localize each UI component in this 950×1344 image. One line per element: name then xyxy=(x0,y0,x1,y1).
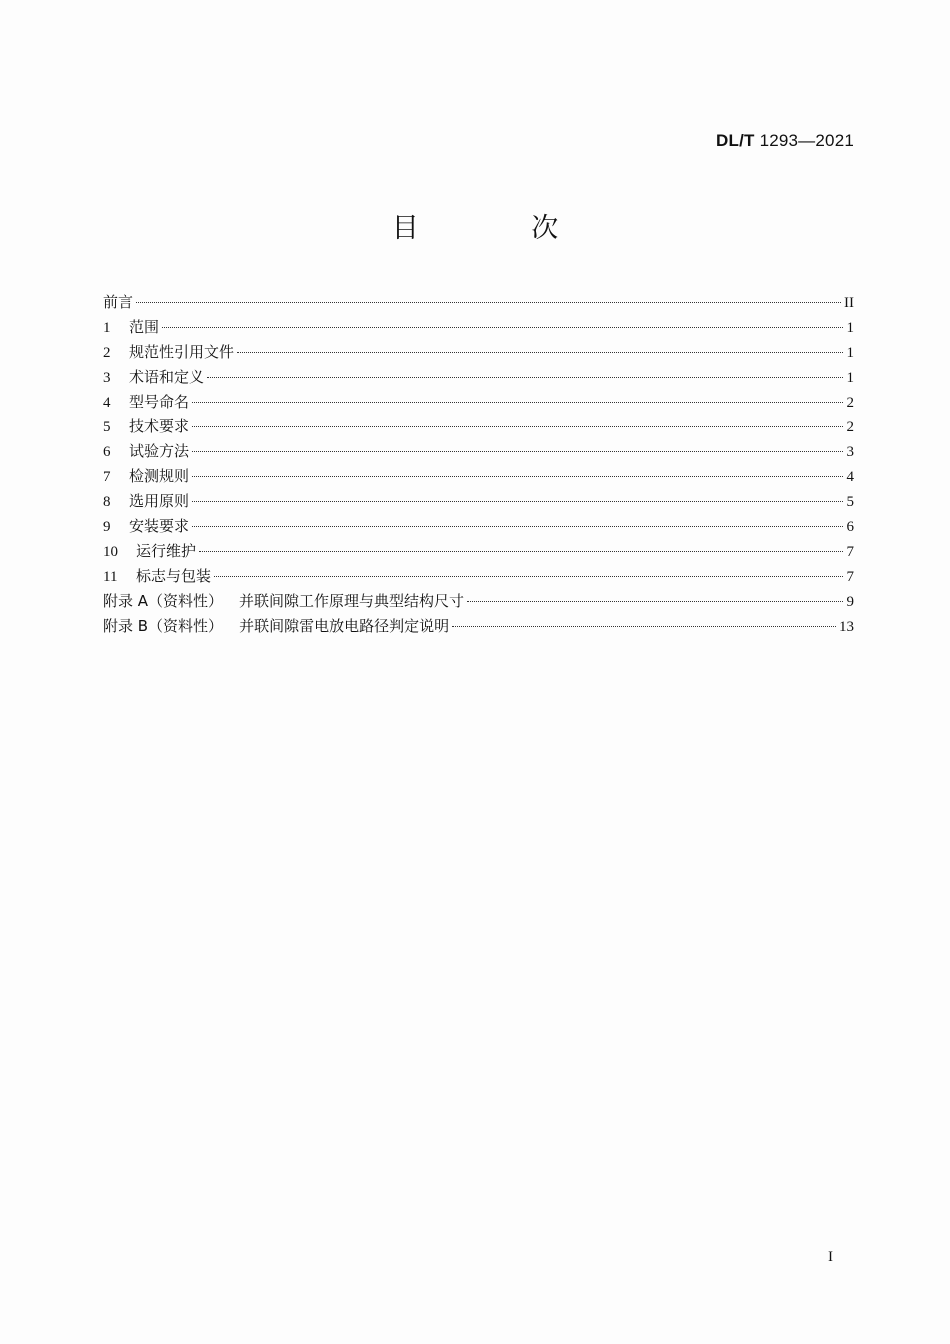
toc-entry-6[interactable] xyxy=(103,439,854,464)
toc-label: 技术要求 xyxy=(129,417,190,436)
toc-label: 试验方法 xyxy=(129,442,190,461)
toc-entry-4[interactable] xyxy=(103,390,854,415)
toc-entry-appendix-a[interactable] xyxy=(103,589,854,614)
toc-entry-5[interactable] xyxy=(103,414,854,439)
toc-page-number: 9 xyxy=(846,593,854,610)
page-header xyxy=(716,131,854,151)
toc-leader-dots xyxy=(199,551,843,552)
toc-page-number: 1 xyxy=(846,369,854,386)
toc-page-number: 5 xyxy=(846,494,854,511)
toc-entry-foreword[interactable] xyxy=(103,290,854,315)
toc-appendix-label: 附录 A（资料性） xyxy=(103,591,224,610)
toc-section-number: 7 xyxy=(103,469,111,486)
toc-leader-dots xyxy=(162,327,843,328)
toc-page-number: 7 xyxy=(846,543,854,560)
toc-section-number: 11 xyxy=(103,568,118,585)
toc-section-number: 2 xyxy=(103,344,111,361)
toc-entry-appendix-b[interactable] xyxy=(103,614,854,639)
standard-code: DL/T xyxy=(716,131,755,150)
toc-leader-dots xyxy=(207,377,843,378)
toc-appendix-label: 附录 B（资料性） xyxy=(103,616,224,635)
toc-label: 前言 xyxy=(103,293,134,311)
toc-label: 并联间隙工作原理与典型结构尺寸 xyxy=(239,591,465,610)
table-of-contents xyxy=(103,290,854,638)
toc-label: 标志与包装 xyxy=(136,566,212,585)
toc-label: 范围 xyxy=(129,317,160,336)
toc-page-number: II xyxy=(844,295,854,311)
toc-page-number: 1 xyxy=(846,344,854,361)
toc-section-number: 9 xyxy=(103,519,111,536)
toc-leader-dots xyxy=(136,302,841,303)
standard-number: 1293—2021 xyxy=(759,131,854,150)
page-title: 目 次 xyxy=(391,213,611,244)
toc-page-number: 1 xyxy=(846,319,854,336)
toc-entry-10[interactable] xyxy=(103,539,854,564)
toc-label: 规范性引用文件 xyxy=(129,342,235,361)
toc-page-number: 6 xyxy=(846,519,854,536)
toc-leader-dots xyxy=(192,501,843,502)
toc-label: 选用原则 xyxy=(129,492,190,511)
toc-page-number: 13 xyxy=(839,618,854,635)
toc-leader-dots xyxy=(237,352,843,353)
toc-page-number: 2 xyxy=(846,419,854,436)
toc-label: 术语和定义 xyxy=(129,367,205,386)
toc-section-number: 6 xyxy=(103,444,111,461)
toc-leader-dots xyxy=(192,426,843,427)
toc-label: 检测规则 xyxy=(129,467,190,486)
toc-leader-dots xyxy=(467,601,843,602)
toc-section-number: 1 xyxy=(103,319,111,336)
toc-page-number: 3 xyxy=(846,444,854,461)
toc-entry-11[interactable] xyxy=(103,564,854,589)
toc-section-number: 10 xyxy=(103,543,118,560)
toc-label: 运行维护 xyxy=(136,541,197,560)
toc-entry-8[interactable] xyxy=(103,489,854,514)
toc-section-number: 8 xyxy=(103,494,111,511)
toc-label: 并联间隙雷电放电路径判定说明 xyxy=(239,616,450,635)
toc-leader-dots xyxy=(192,451,843,452)
toc-entry-1[interactable] xyxy=(103,315,854,340)
toc-entry-3[interactable] xyxy=(103,365,854,390)
toc-section-number: 3 xyxy=(103,369,111,386)
toc-page-number: 7 xyxy=(846,568,854,585)
toc-page-number: 4 xyxy=(846,469,854,486)
toc-leader-dots xyxy=(452,626,836,627)
toc-section-number: 4 xyxy=(103,394,111,411)
toc-entry-7[interactable] xyxy=(103,464,854,489)
toc-page-number: 2 xyxy=(846,394,854,411)
toc-leader-dots xyxy=(192,476,843,477)
toc-leader-dots xyxy=(192,526,843,527)
toc-leader-dots xyxy=(192,402,843,403)
toc-label: 型号命名 xyxy=(129,392,190,411)
toc-entry-9[interactable] xyxy=(103,514,854,539)
toc-label: 安装要求 xyxy=(129,517,190,536)
toc-section-number: 5 xyxy=(103,419,111,436)
toc-entry-2[interactable] xyxy=(103,340,854,365)
page-number: I xyxy=(828,1249,833,1265)
toc-leader-dots xyxy=(214,576,843,577)
